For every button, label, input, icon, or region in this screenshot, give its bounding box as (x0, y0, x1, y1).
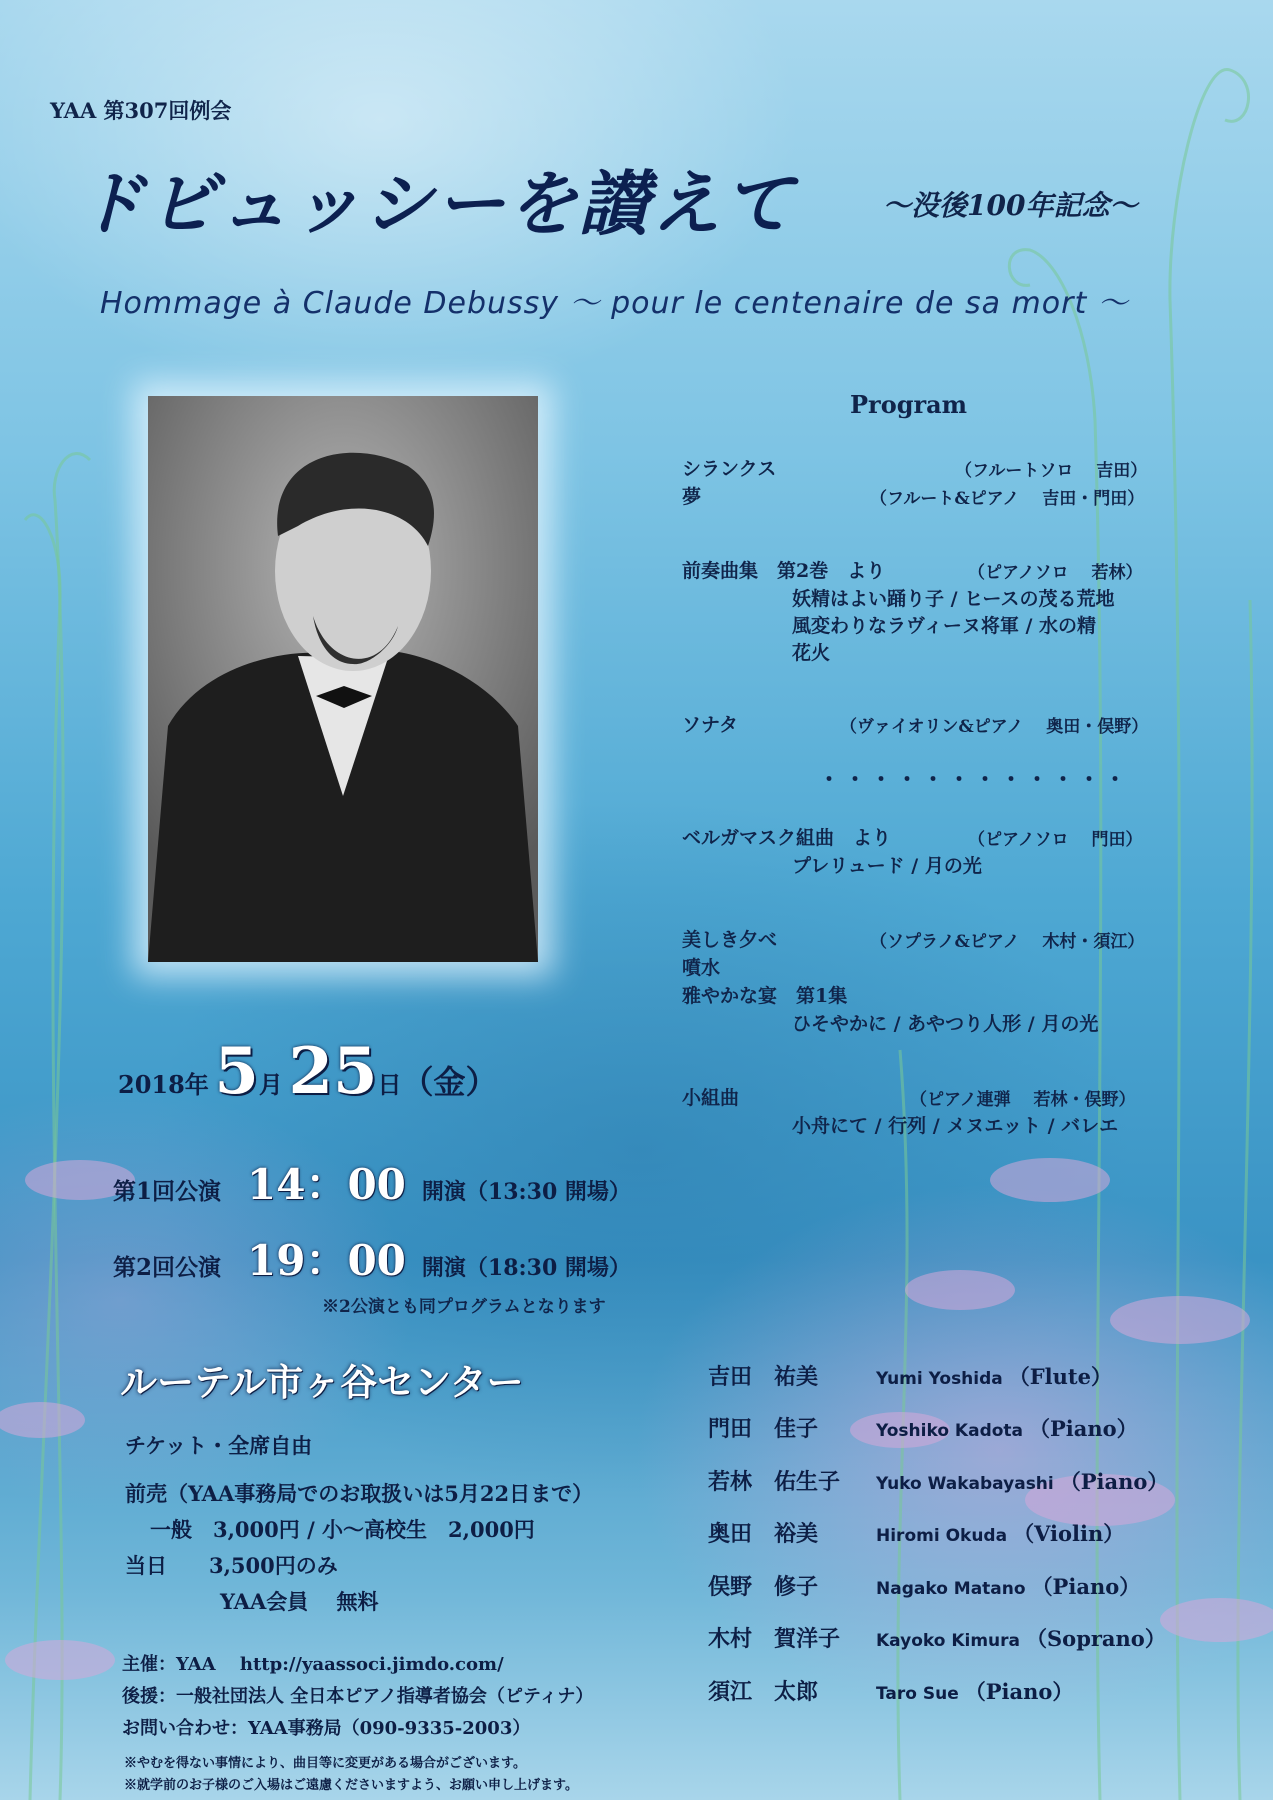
show-time: 19：00 (247, 1236, 406, 1285)
performer-name-en: Nagako Matano (876, 1579, 1026, 1599)
performer-instrument: （Soprano） (1026, 1626, 1166, 1651)
performer-instrument: （Piano） (1059, 1469, 1169, 1494)
program-item-performers: （ピアノソロ 若林） (968, 563, 1143, 583)
organizer-support: 後援：一般社団法人 全日本ピアノ指導者協会（ピティナ） (122, 1686, 594, 1707)
program-item-performers: （ピアノソロ 門田） (968, 830, 1143, 850)
performer-name-ja: 須江 太郎 (708, 1679, 819, 1705)
same-program-note: ※2公演とも同プログラムとなります (322, 1297, 606, 1317)
title-french: Hommage à Claude Debussy ～ pour le centenaire de sa mort ～ (100, 286, 1129, 321)
show-open-time: 開演（18:30 開場） (421, 1255, 631, 1281)
show-label: 第2回公演 (113, 1254, 222, 1281)
performer-instrument: （Piano） (1031, 1574, 1141, 1599)
main-title-japanese: ドビュッシーを讃えて (75, 163, 795, 245)
portrait-figure (148, 396, 538, 962)
program-item-performers: （フルートソロ 吉田） (955, 461, 1148, 481)
program-item-title: 小組曲 (682, 1087, 740, 1109)
performer-name-en: Yoshiko Kadota (876, 1421, 1024, 1441)
performer-row (708, 1570, 1140, 1601)
date-day: 25 (288, 1034, 378, 1109)
venue-name: ルーテル市ヶ谷センター (120, 1361, 524, 1404)
performer-instrument: （Piano） (1029, 1416, 1138, 1441)
program-item-title: ベルガマスク組曲 より (682, 827, 892, 849)
concert-date (118, 1034, 498, 1109)
program-sub-pieces: プレリュード / 月の光 (792, 855, 982, 877)
performer-row (708, 1675, 1073, 1706)
program-item-title: 夢 (682, 486, 702, 508)
program-item-title: 前奏曲集 第2巻 より (682, 560, 886, 582)
ticket-advance-prices: 一般 3,000円 / 小～高校生 2,000円 (150, 1517, 535, 1542)
performer-name-en: Yumi Yoshida (876, 1369, 1003, 1389)
show-2 (113, 1228, 631, 1288)
date-day-unit: 日 (377, 1070, 402, 1099)
performer-row (708, 1465, 1168, 1496)
performer-name-en: Yuko Wakabayashi (876, 1474, 1054, 1494)
program-item-performers: （ヴァイオリン&ピアノ 奥田・俣野） (840, 717, 1149, 737)
performer-name-ja: 俣野 修子 (708, 1574, 819, 1600)
program-item-title: シランクス (682, 458, 777, 480)
ticket-door-price: 当日 3,500円のみ (125, 1553, 338, 1578)
program-item-title: ソナタ (682, 714, 739, 736)
date-weekday: （金） (401, 1063, 498, 1101)
performer-instrument: （Flute） (1008, 1364, 1112, 1389)
program-sub-pieces: 風変わりなラヴィーヌ将軍 / 水の精 (792, 615, 1097, 637)
performer-instrument: （Violin） (1013, 1521, 1125, 1546)
debussy-portrait-photo (148, 396, 538, 962)
subtitle-anniversary: ～没後100年記念～ (883, 189, 1138, 222)
footnote-change: ※やむを得ない事情により、曲目等に変更がある場合がございます。 (124, 1756, 526, 1771)
date-year: 2018年 (118, 1070, 209, 1099)
program-item-performers: （ピアノ連弾 若林・俣野） (910, 1090, 1136, 1110)
performer-row (708, 1360, 1112, 1391)
program-sub-pieces: 小舟にて / 行列 / メヌエット / バレエ (792, 1115, 1119, 1137)
program-item-title: 雅やかな宴 第1集 (682, 985, 848, 1007)
date-month-unit: 月 (258, 1070, 283, 1099)
footnote-children: ※就学前のお子様のご入場はご遠慮くださいますよう、お願い申し上げます。 (124, 1778, 578, 1793)
program-sub-pieces: ひそやかに / あやつり人形 / 月の光 (792, 1013, 1099, 1035)
performer-instrument: （Piano） (964, 1679, 1074, 1704)
show-open-time: 開演（13:30 開場） (421, 1179, 631, 1205)
performer-row (708, 1412, 1138, 1443)
performer-name-ja: 吉田 祐美 (708, 1364, 819, 1390)
ticket-advance: 前売（YAA事務局でのお取扱いは5月22日まで） (125, 1481, 594, 1506)
concert-series-label: YAA 第307回例会 (50, 98, 232, 123)
program-item-title: 噴水 (682, 957, 721, 979)
show-time: 14：00 (247, 1160, 406, 1209)
ticket-member-price: YAA会員 無料 (220, 1589, 379, 1614)
program-item-performers: （フルート&ピアノ 吉田・門田） (870, 489, 1145, 509)
performer-name-en: Taro Sue (876, 1684, 959, 1704)
date-month: 5 (214, 1034, 259, 1109)
performer-name-ja: 木村 賀洋子 (708, 1626, 841, 1652)
performer-row (708, 1517, 1124, 1548)
organizer-host: 主催：YAA http://yaassoci.jimdo.com/ (122, 1654, 504, 1675)
performer-name-en: Kayoko Kimura (876, 1631, 1021, 1651)
ticket-heading: チケット・全席自由 (125, 1433, 313, 1458)
performer-name-ja: 門田 佳子 (708, 1416, 819, 1442)
performer-name-ja: 若林 佑生子 (708, 1469, 841, 1495)
program-heading: Program (850, 390, 968, 419)
performer-name-en: Hiromi Okuda (876, 1526, 1008, 1546)
performer-name-ja: 奥田 裕美 (708, 1521, 819, 1547)
organizer-contact: お問い合わせ：YAA事務局（090-9335-2003） (122, 1718, 531, 1739)
program-item-performers: （ソプラノ&ピアノ 木村・須江） (870, 932, 1145, 952)
program-sub-pieces: 妖精はよい踊り子 / ヒースの茂る荒地 (792, 588, 1115, 610)
program-sub-pieces: 花火 (792, 642, 831, 664)
show-label: 第1回公演 (113, 1178, 222, 1205)
intermission-divider: ・・・・・・・・・・・・ (818, 767, 1131, 793)
show-1 (113, 1152, 631, 1212)
performer-row (708, 1622, 1166, 1653)
program-item-title: 美しき夕べ (682, 929, 778, 951)
